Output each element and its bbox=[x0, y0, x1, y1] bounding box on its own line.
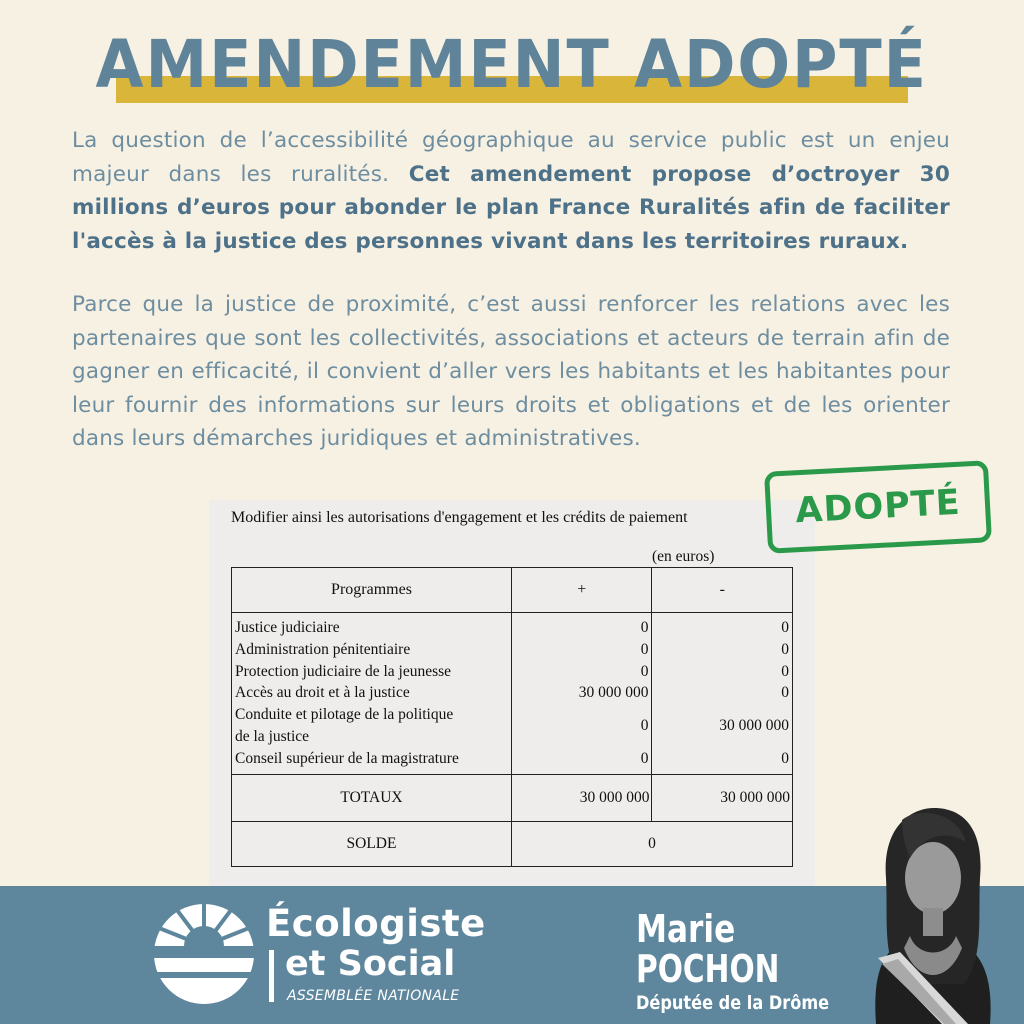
plus-value: 0 bbox=[640, 619, 649, 636]
minus-value: 0 bbox=[781, 619, 789, 636]
page-title: AMENDEMENT ADOPTÉ bbox=[95, 26, 929, 103]
programme-name: Protection judiciaire de la jeunesse bbox=[235, 662, 452, 680]
party-subtitle: ASSEMBLÉE NATIONALE bbox=[287, 988, 460, 1004]
budget-table bbox=[231, 567, 793, 867]
totals-plus: 30 000 000 bbox=[511, 774, 652, 821]
intro-bold-text: Cet amendement propose d’octroyer 30 millions d’euros pour abonder le plan France Ruralités afin de faciliter l'accès à la justice des personnes vivant dans les territoires ruraux. bbox=[72, 161, 950, 254]
deputy-portrait bbox=[838, 808, 1024, 1024]
plus-values-cell bbox=[511, 613, 652, 775]
plus-value: 0 bbox=[640, 662, 649, 680]
deputy-last-name: POCHON bbox=[636, 947, 780, 991]
column-header: Programmes bbox=[232, 568, 512, 613]
totals-label: TOTAUX bbox=[232, 774, 512, 821]
programme-name: Justice judiciaire bbox=[235, 619, 340, 636]
party-name-line1: Écologiste bbox=[266, 902, 486, 945]
plus-value: 0 bbox=[640, 717, 649, 735]
plus-value: 0 bbox=[640, 640, 649, 658]
programme-name: Accès au droit et à la justice bbox=[235, 684, 410, 702]
minus-value: 30 000 000 bbox=[719, 717, 789, 735]
body-paragraph: Parce que la justice de proximité, c’est aussi renforcer les relations avec les partenaires que sont les collectivités, associations et acteurs de terrain afin de gagner en efficacité, il convient d’aller vers les habitants et les habitantes pour leur fournir des informations sur leurs droits et obligations et de les orienter dans leurs démarches juridiques et administratives. bbox=[72, 292, 950, 451]
programme-name: Conduite et pilotage de la politique bbox=[235, 706, 454, 724]
party-divider bbox=[269, 950, 274, 1002]
table-header-row bbox=[232, 568, 793, 613]
document-unit: (en euros) bbox=[652, 548, 715, 565]
totals-row bbox=[232, 774, 793, 821]
minus-values-cell bbox=[652, 613, 793, 775]
programmes-cell bbox=[232, 613, 512, 775]
title-wrap bbox=[0, 22, 1024, 108]
minus-value: 0 bbox=[781, 750, 789, 768]
minus-value: 0 bbox=[781, 640, 789, 658]
totals-minus: 30 000 000 bbox=[652, 774, 793, 821]
solde-value: 0 bbox=[511, 821, 792, 866]
intro-text: La question de l’accessibilité géographique au service public est un enjeu majeur dans les ruralités. bbox=[72, 128, 950, 187]
adopted-stamp: ADOPTÉ bbox=[764, 460, 992, 554]
column-header: - bbox=[652, 568, 793, 613]
minus-value: 0 bbox=[781, 662, 789, 680]
document-heading: Modifier ainsi les autorisations d'engagement et les crédits de paiement bbox=[231, 509, 688, 526]
intro-paragraph bbox=[72, 124, 950, 258]
sunrise-logo-icon bbox=[152, 902, 256, 1006]
programme-name: Administration pénitentiaire bbox=[235, 640, 411, 658]
deputy-role: Députée de la Drôme bbox=[636, 992, 830, 1014]
solde-row bbox=[232, 821, 793, 866]
programme-name-continued: de la justice bbox=[235, 728, 310, 746]
deputy-first-name: Marie bbox=[636, 907, 736, 951]
table-body-row bbox=[232, 613, 793, 775]
column-header: + bbox=[511, 568, 652, 613]
programme-name: Conseil supérieur de la magistrature bbox=[235, 750, 459, 768]
plus-value: 30 000 000 bbox=[578, 684, 649, 702]
party-name-line2: et Social bbox=[285, 944, 456, 984]
plus-value: 0 bbox=[640, 750, 649, 768]
solde-label: SOLDE bbox=[232, 821, 512, 866]
amendment-document bbox=[209, 500, 815, 886]
minus-value: 0 bbox=[781, 684, 789, 702]
